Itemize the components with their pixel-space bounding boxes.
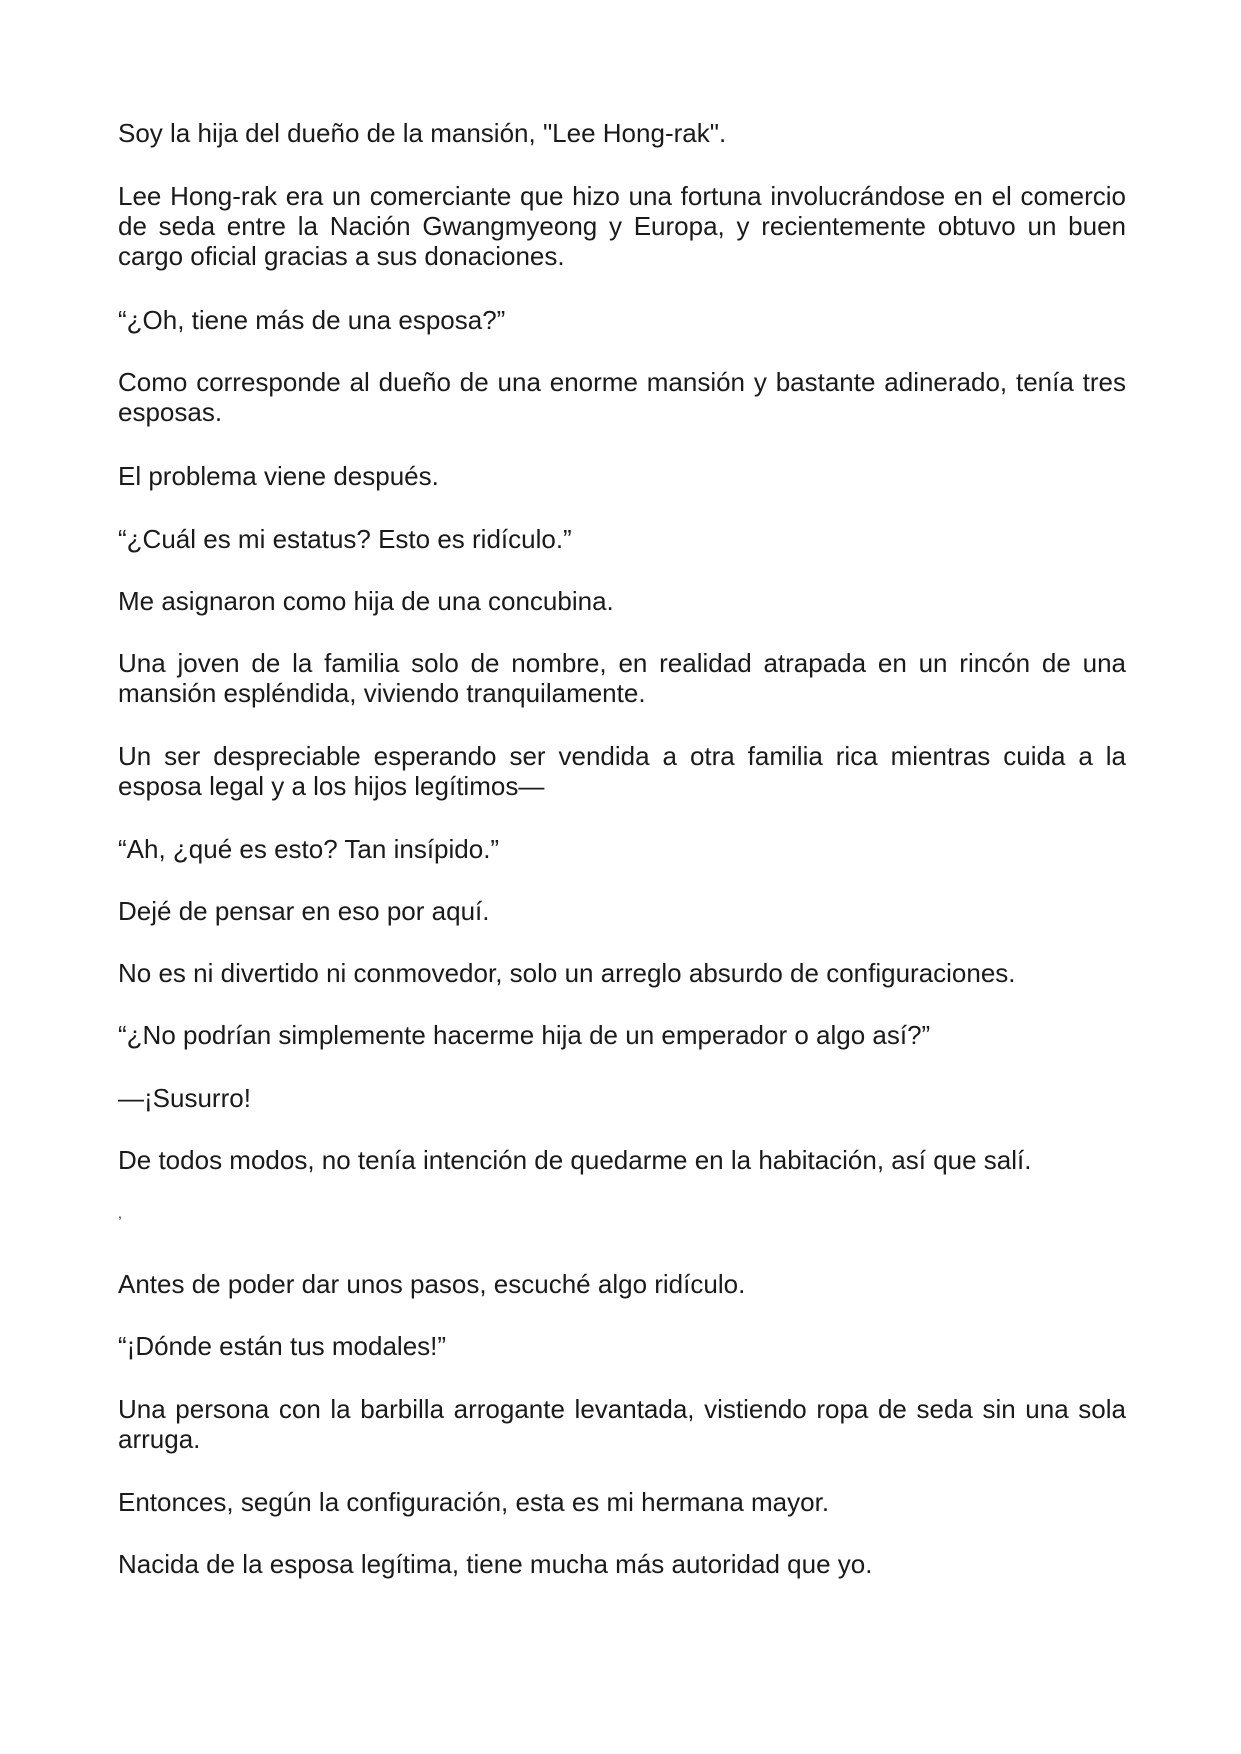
paragraph-12: No es ni divertido ni conmovedor, solo un arreglo absurdo de configuraciones. [118,958,1016,988]
paragraph-15: De todos modos, no tenía intención de quedarme en la habitación, así que salí. [118,1145,1032,1175]
paragraph-8: Una joven de la familia solo de nombre, en realidad atrapada en un rincón de una mansión espléndida, viviendo tranquilamente. [118,648,1126,708]
paragraph-17: “¡Dónde están tus modales!” [118,1331,447,1361]
paragraph-20: Nacida de la esposa legítima, tiene mucha más autoridad que yo. [118,1549,873,1579]
paragraph-5: El problema viene después. [118,461,439,491]
paragraph-10: “Ah, ¿qué es esto? Tan insípido.” [118,834,500,864]
paragraph-16: Antes de poder dar unos pasos, escuché algo ridículo. [118,1269,746,1299]
paragraph-3: “¿Oh, tiene más de una esposa?” [118,305,506,335]
paragraph-2: Lee Hong-rak era un comerciante que hizo una fortuna involucrándose en el comercio de seda entre la Nación Gwangmyeong y Europa, y recientemente obtuvo un buen cargo oficial gracias a sus donaciones. [118,181,1126,271]
paragraph-4: Como corresponde al dueño de una enorme mansión y bastante adinerado, tenía tres esposas. [118,367,1126,427]
paragraph-7: Me asignaron como hija de una concubina. [118,586,614,616]
paragraph-9: Un ser despreciable esperando ser vendida a otra familia rica mientras cuida a la esposa legal y a los hijos legítimos— [118,741,1126,801]
paragraph-14: —¡Susurro! [118,1083,251,1113]
paragraph-1: Soy la hija del dueño de la mansión, "Lee Hong-rak". [118,118,727,148]
paragraph-18: Una persona con la barbilla arrogante levantada, vistiendo ropa de seda sin una sola arruga. [118,1394,1126,1454]
paragraph-6: “¿Cuál es mi estatus? Esto es ridículo.” [118,524,572,554]
paragraph-19: Entonces, según la configuración, esta es mi hermana mayor. [118,1487,830,1517]
paragraph-13: “¿No podrían simplemente hacerme hija de un emperador o algo así?” [118,1020,931,1050]
stray-comma: , [118,1205,122,1221]
paragraph-11: Dejé de pensar en eso por aquí. [118,896,490,926]
